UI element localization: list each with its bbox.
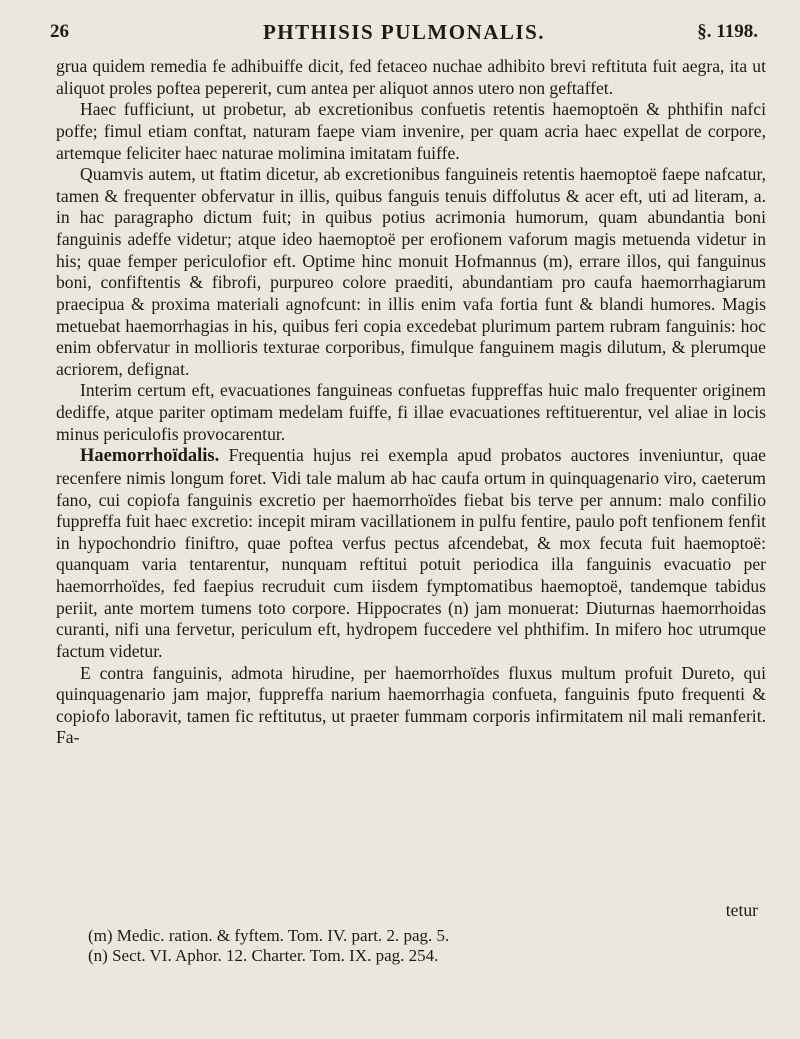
footnote: (n) Sect. VI. Aphor. 12. Charter. Tom. IX. pag. 254. [88, 946, 439, 965]
footnote: (m) Medic. ration. & fyftem. Tom. IV. part. 2. pag. 5. [88, 926, 450, 945]
side-heading: Haemorrhoïdalis. [80, 446, 220, 467]
paragraph: Quamvis autem, ut ftatim dicetur, ab excretionibus fanguineis retentis haemoptoë faepe nafcatur, tamen & frequenter obfervatur in illis, quibus fanguis tenuis diffolutus & acer eft, uti ad literam, a. in hac paragrapho dictum fuit; in quibus potius acrimonia humorum, quam abundantia boni fanguinis adeffe videtur; atque ideo haemoptoë per erofionem vaforum magis metuenda videtur in his; quae femper periculofior eft. Optime hinc monuit Hofmannus (m), errare illos, qui fanguinus boni, confiftentis & fibrofi, purpureo colore praediti, abundantiam pro caufa haemorrhagiarum praecipua & proxima materiali agnofcunt: in illis enim vafa fortia funt & blandi humores. Magis metuebat haemorrhagias in his, quibus feri copia excedebat plurimum partem rubram fanguinis: hoc enim obfervatur in mollioris texturae corporibus, fimulque fanguinem magis dilutum, & plerumque acriorem, defignat. [56, 164, 766, 379]
paragraph: E contra fanguinis, admota hirudine, per haemorrhoïdes fluxus multum profuit Dureto, qui quinquagenario jam major, fuppreffa narium haemorrhagia confueta, fanguinis fputo frequenti & copiofo laboravit, tamen fic reftitutus, ut praeter fummam corporis infirmitatem nil mali remanferit. Fa- [56, 662, 766, 748]
main-text [56, 56, 766, 749]
page-number: 26 [50, 21, 69, 42]
paragraph-continuation: grua quidem remedia fe adhibuiffe dicit, fed fetaceo nuchae adhibito brevi reftituta fuit aegra, ita ut aliquot proles poftea pepererit, cum antea per aliquot annos utero non geftaffet. [56, 56, 766, 98]
paragraph-haemorrhoidalis [56, 445, 766, 662]
paragraph: Interim certum eft, evacuationes fanguineas confuetas fuppreffas huic malo frequenter originem dediffe, atque pariter optimam medelam fuiffe, fi illae evacuationes reftituerentur, vel aliae in locis minus periculofis provocarentur. [56, 380, 766, 444]
section-number: §. 1198. [697, 21, 758, 42]
running-header [50, 18, 758, 48]
paragraph-text: Frequentia hujus rei exempla apud probatos auctores inveniuntur, quae recenfere nimis longum foret. Vidi tale malum ab hac caufa ortum in quinquagenario viro, caeterum fano, cui copiofa fanguinis excretio per haemorrhoïdes fiebat bis terve per annum: malo confilio fuppreffa fuit haec excretio: incepit miram vacillationem in pulfu fentire, paulo poft tenfionem fenfit in hypochondrio finiftro, quae poftea verfus pectus afcendebat, & mox fecuta fuit haemoptoë: quanquam varia tentarentur, nunquam reftitui potuit periodica illa fanguinis evacuatio per haemorrhoïdes, fed faepius recruduit cum iisdem fymptomatibus haemoptoë, tandemque tabidus periit, ante mortem tumens toto corpore. Hippocrates (n) jam monuerat: Diuturnas haemorrhoidas curanti, nifi una fervetur, periculum eft, hydropem fuccedere vel phthifim. In mifero hoc utrumque factum videtur. [56, 445, 766, 661]
catchword: tetur [725, 900, 758, 920]
footnotes [88, 926, 768, 966]
paragraph: Haec fufficiunt, ut probetur, ab excretionibus confuetis retentis haemoptoën & phthifin nafci poffe; fimul etiam conftat, naturam faepe viam invenire, per quam acria haec expellat de corpore, artemque feliciter haec naturae molimina imitatam fuiffe. [56, 99, 766, 163]
running-title: PHTHISIS PULMONALIS. [262, 20, 546, 44]
